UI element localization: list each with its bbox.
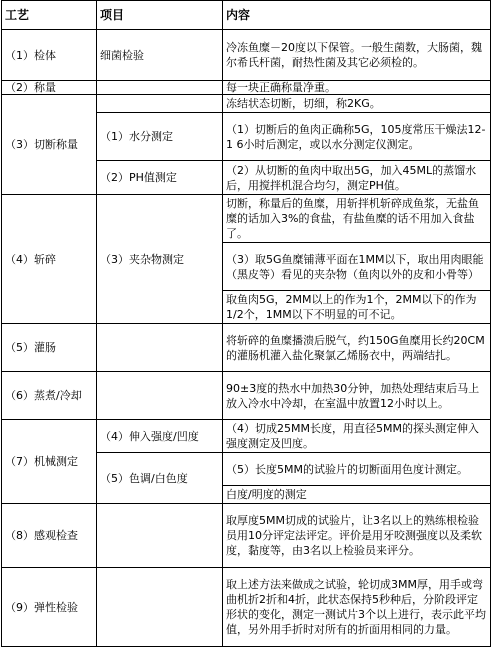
table-row bbox=[2, 30, 491, 81]
content-cell: 冻结状态切断，切细，称2KG。 bbox=[223, 95, 491, 113]
item-cell: 细菌检验 bbox=[97, 30, 223, 81]
process-document bbox=[1, 0, 490, 647]
item-cell: （4）伸入强度/凹度 bbox=[97, 420, 223, 453]
content-cell: 切断，称量后的鱼糜，用斩拌机斩碎成鱼浆，无盐鱼糜的话加入3%的食盐，有盐鱼糜的话不用加入食盐了。 bbox=[223, 195, 491, 243]
content-cell: （2）从切断的鱼肉中取出5G，加入45ML的蒸馏水后，用搅拌机混合均匀，测定PH值。 bbox=[223, 161, 491, 195]
table-row bbox=[2, 568, 491, 647]
item-cell bbox=[97, 504, 223, 568]
header-process: 工艺 bbox=[2, 1, 97, 30]
content-cell: 90±3度的热水中加热30分钟，加热处理结束后马上放入冷水中冷却，在室温中放置12小时以上。 bbox=[223, 372, 491, 420]
content-cell: 取厚度5MM切成的试验片，让3名以上的熟练根检验员用10分评定法评定。评价是用牙咬测强度以及柔软度，黏度等，由3名以上检验员来评分。 bbox=[223, 504, 491, 568]
item-cell: （3）夹杂物测定 bbox=[97, 195, 223, 324]
item-cell bbox=[97, 568, 223, 647]
content-cell: （4）切成25MM长度，用直径5MM的探头测定伸入强度测定及凹度。 bbox=[223, 420, 491, 453]
table-row bbox=[2, 324, 491, 372]
item-cell: （1）水分测定 bbox=[97, 113, 223, 161]
process-cell: （3）切断称量 bbox=[2, 95, 97, 195]
item-cell bbox=[97, 81, 223, 95]
item-cell: （2）PH值测定 bbox=[97, 161, 223, 195]
item-cell: （5）色调/白色度 bbox=[97, 453, 223, 504]
process-cell: （7）机械测定 bbox=[2, 420, 97, 504]
content-cell: 冷冻鱼糜－20度以下保管。一般生菌数，大肠菌，魏尔希氏杆菌，耐热性菌及其它必须检的。 bbox=[223, 30, 491, 81]
content-cell: 白度/明度的测定 bbox=[223, 486, 491, 504]
process-cell: （2）称量 bbox=[2, 81, 97, 95]
header-content: 内容 bbox=[223, 1, 491, 30]
item-cell bbox=[97, 95, 223, 113]
table-row bbox=[2, 95, 491, 113]
process-table bbox=[1, 0, 491, 647]
content-cell: （1）切断后的鱼肉正确称5G，105度常压干燥法12-1 6小时后测定，或以水分测定仪测定。 bbox=[223, 113, 491, 161]
table-row bbox=[2, 420, 491, 453]
process-cell: （8）感观检查 bbox=[2, 504, 97, 568]
header-item: 项目 bbox=[97, 1, 223, 30]
process-cell: （6）蒸煮/冷却 bbox=[2, 372, 97, 420]
content-cell: 每一块正确称量净重。 bbox=[223, 81, 491, 95]
content-cell: （3）取5G鱼糜铺薄平面在1MM以下，取出用肉眼能（黑皮等）看见的夹杂物（鱼肉以外的皮和小骨等） bbox=[223, 243, 491, 291]
table-header-row bbox=[2, 1, 491, 30]
content-cell: 将斩碎的鱼糜播溃后脱气，约150G鱼糜用长约20CM的灌肠机灌入盐化聚氯乙烯肠衣中，两端结扎。 bbox=[223, 324, 491, 372]
content-cell: 取鱼肉5G，2MM以上的作为1个，2MM以下的作为1/2个，1MM以下不明显的可不记。 bbox=[223, 291, 491, 324]
process-cell: （5）灌肠 bbox=[2, 324, 97, 372]
content-cell: 取上述方法来做成之试验，轮切成3MM厚，用手或弯曲机折2折和4折，此状态保持5秒种后，分阶段评定形状的变化，测定一测试片3个以上进行，表示此平均值，另外用手折时对所有的折面用相同的力量。 bbox=[223, 568, 491, 647]
table-row bbox=[2, 81, 491, 95]
process-cell: （9）弹性检验 bbox=[2, 568, 97, 647]
table-row bbox=[2, 195, 491, 243]
process-cell: （4）斩碎 bbox=[2, 195, 97, 324]
process-cell: （1）检体 bbox=[2, 30, 97, 81]
table-row bbox=[2, 372, 491, 420]
item-cell bbox=[97, 372, 223, 420]
content-cell: （5）长度5MM的试验片的切断面用色度计测定。 bbox=[223, 453, 491, 486]
table-row bbox=[2, 504, 491, 568]
item-cell bbox=[97, 324, 223, 372]
